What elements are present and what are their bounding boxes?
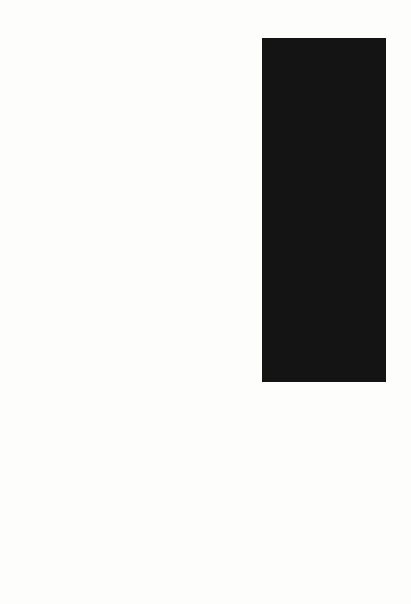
article-top-block: [48, 38, 248, 246]
article-bottom-block: [45, 252, 247, 514]
article-right-block: [262, 395, 386, 575]
title-banner: [262, 38, 386, 382]
